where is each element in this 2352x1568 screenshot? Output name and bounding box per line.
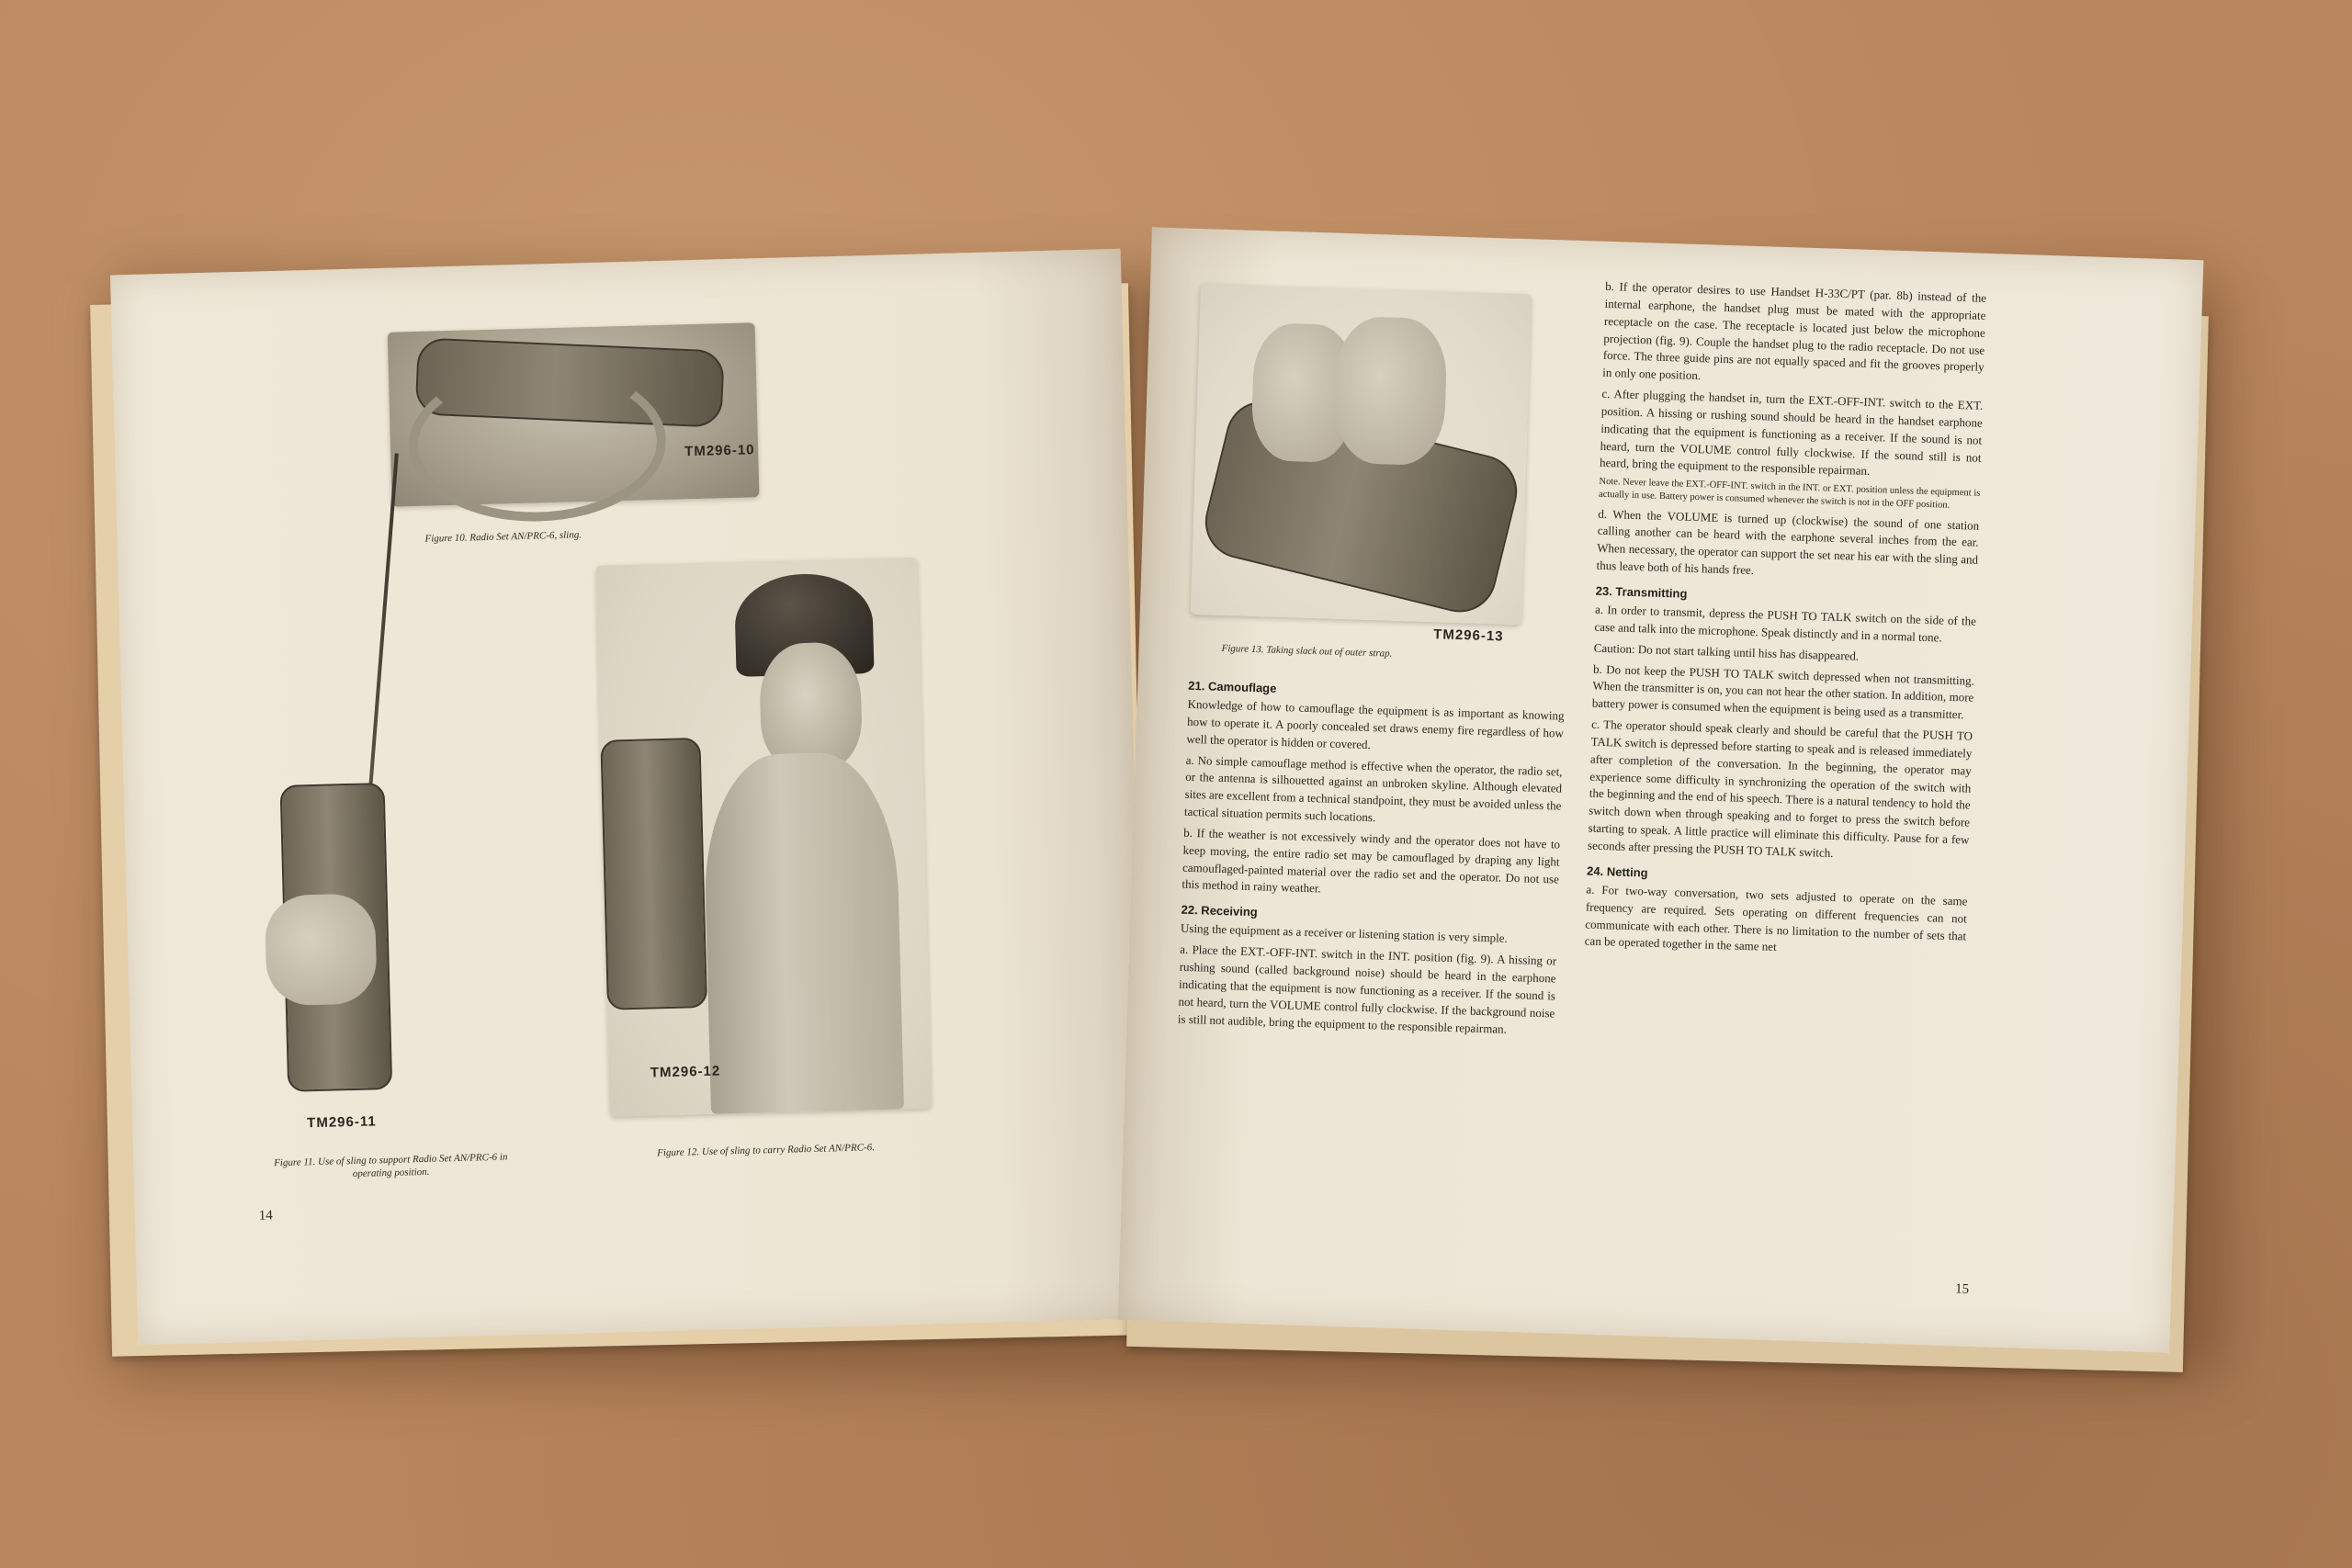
figure-13-caption: Figure 13. Taking slack out of outer strap.	[1221, 642, 1393, 660]
section-heading: 22. Receiving	[1181, 902, 1258, 919]
caution-paragraph: Caution: Do not start talking until hiss has disappeared.	[1593, 640, 1860, 663]
figure-12-caption: Figure 12. Use of sling to carry Radio Set AN/PRC-6.	[657, 1142, 876, 1159]
figure-12-image	[595, 558, 932, 1117]
figure-10-image	[388, 322, 760, 506]
paragraph: b. If the operator desires to use Handset H-33C/PT (par. 8b) instead of the internal earphone, the handset plug must be mated with the appropriate receptacle on the case. The receptacle is located just below the microphone projection (fig. 9). Couple the handset plug to the radio receptacle. Do not use force. The three guide pins are not equally spaced and fit the grooves properly in only one position.	[1602, 278, 1987, 383]
text-column-left	[1177, 670, 1565, 1043]
figure-11-label: TM296-11	[306, 1113, 377, 1132]
page-number-right: 15	[1954, 1281, 1970, 1297]
paragraph: b. Do not keep the PUSH TO TALK switch depressed when not transmitting. When the transmitter is on, you can not hear the other station. In addition, more battery power is consumed when the equipment is being used as a transmitter.	[1591, 661, 1975, 722]
right-page	[1118, 227, 2204, 1352]
hand-shape	[265, 893, 378, 1006]
figure-11-image	[262, 782, 422, 1098]
paragraph: a. Place the EXT.-OFF-INT. switch in the INT. position (fig. 9). A hissing or rushing sound (called background noise) should be heard in the earphone indicating that the equipment is now functioning as a receiver. If the sound is not heard, turn the VOLUME control fully clockwise. If the background noise is still not audible, bring the equipment to the responsible repairman.	[1177, 942, 1557, 1036]
section-heading: 21. Camouflage	[1188, 678, 1277, 695]
right-hand-shape	[1333, 316, 1448, 467]
antenna-shape	[368, 453, 399, 801]
paragraph: b. If the weather is not excessively windy and the operator does not have to keep moving, the entire radio set may be camouflaged by draping any light camouflaged-painted material over the radio set and the operator. Do not use this method in rainy weather.	[1182, 825, 1561, 896]
paragraph: a. No simple camouflage method is effective when the operator, the radio set, or the antenna is silhouetted against an unbroken skyline. Although elevated sites are excellent from a technical standpoint, they must be avoided unless the tactical situation permits such locations.	[1183, 752, 1563, 825]
note: Note. Never leave the EXT.-OFF-INT. switch in the INT. or EXT. position unless the equipment is actually in use. Battery power is consumed whenever the switch is not in the OFF position.	[1598, 477, 1981, 512]
paragraph: c. The operator should speak clearly and should be careful that the PUSH TO TALK switch is depressed before starting to speak and is released immediately after completion of the conversation. In the beginning, the operator may experience some difficulty in synchronizing the operation of the switch with the beginning and the end of his speech. There is a natural tendency to hold the switch down when through speaking and to forget to press the switch before starting to speak. A little practice will eliminate this difficulty. Pause for a few seconds after pressing the PUSH TO TALK switch.	[1587, 716, 1973, 860]
figure-12-label: TM296-12	[650, 1063, 721, 1081]
figure-13-image	[1191, 284, 1532, 625]
backpack-radio-shape	[600, 738, 707, 1010]
paragraph: Using the equipment as a receiver or listening station is very simple.	[1180, 920, 1509, 946]
paragraph: d. When the VOLUME is turned up (clockwise) the sound of one station calling another can be heard with the earphone several inches from the ear. When necessary, the operator can support the set near his ear with the sling and thus leave both of his hands free.	[1596, 506, 1980, 578]
page-number-left: 14	[258, 1208, 274, 1224]
figure-11-caption: Figure 11. Use of sling to support Radio Set AN/PRC-6 in operating position.	[273, 1151, 508, 1179]
text-column-right	[1584, 278, 1986, 966]
paragraph: c. After plugging the handset in, turn the EXT.-OFF-INT. switch to the EXT. position. A hissing or rushing sound should be heard in the handset earphone indicating that the equipment is functioning as a receiver. If the sound is not heard, turn the VOLUME control fully clockwise. If the sound still is not heard, bring the equipment to the responsible repairman.	[1599, 386, 1984, 479]
section-heading: 23. Transmitting	[1595, 583, 1688, 601]
figure-13-label: TM296-13	[1432, 626, 1504, 645]
left-page	[110, 249, 1148, 1345]
figure-10-caption: Figure 10. Radio Set AN/PRC-6, sling.	[424, 529, 582, 545]
paragraph: a. In order to transmit, depress the PUSH TO TALK switch on the side of the case and talk into the microphone. Speak distinctly and in a normal tone.	[1594, 602, 1977, 645]
figure-10-label: TM296-10	[684, 442, 755, 460]
paragraph: Knowledge of how to camouflage the equipment is as important as knowing how to operate it. A poorly concealed set draws enemy fire regardless of how well the operator is hidden or covered.	[1186, 696, 1565, 751]
paragraph: a. For two-way conversation, two sets adjusted to operate on the same frequency are required. Sets operating on different frequencies can not communicate with each other. There is no limitation to the number of sets that can be operated together in the same net	[1584, 882, 1968, 954]
shirt-shape	[702, 750, 904, 1113]
section-heading: 24. Netting	[1586, 863, 1648, 880]
